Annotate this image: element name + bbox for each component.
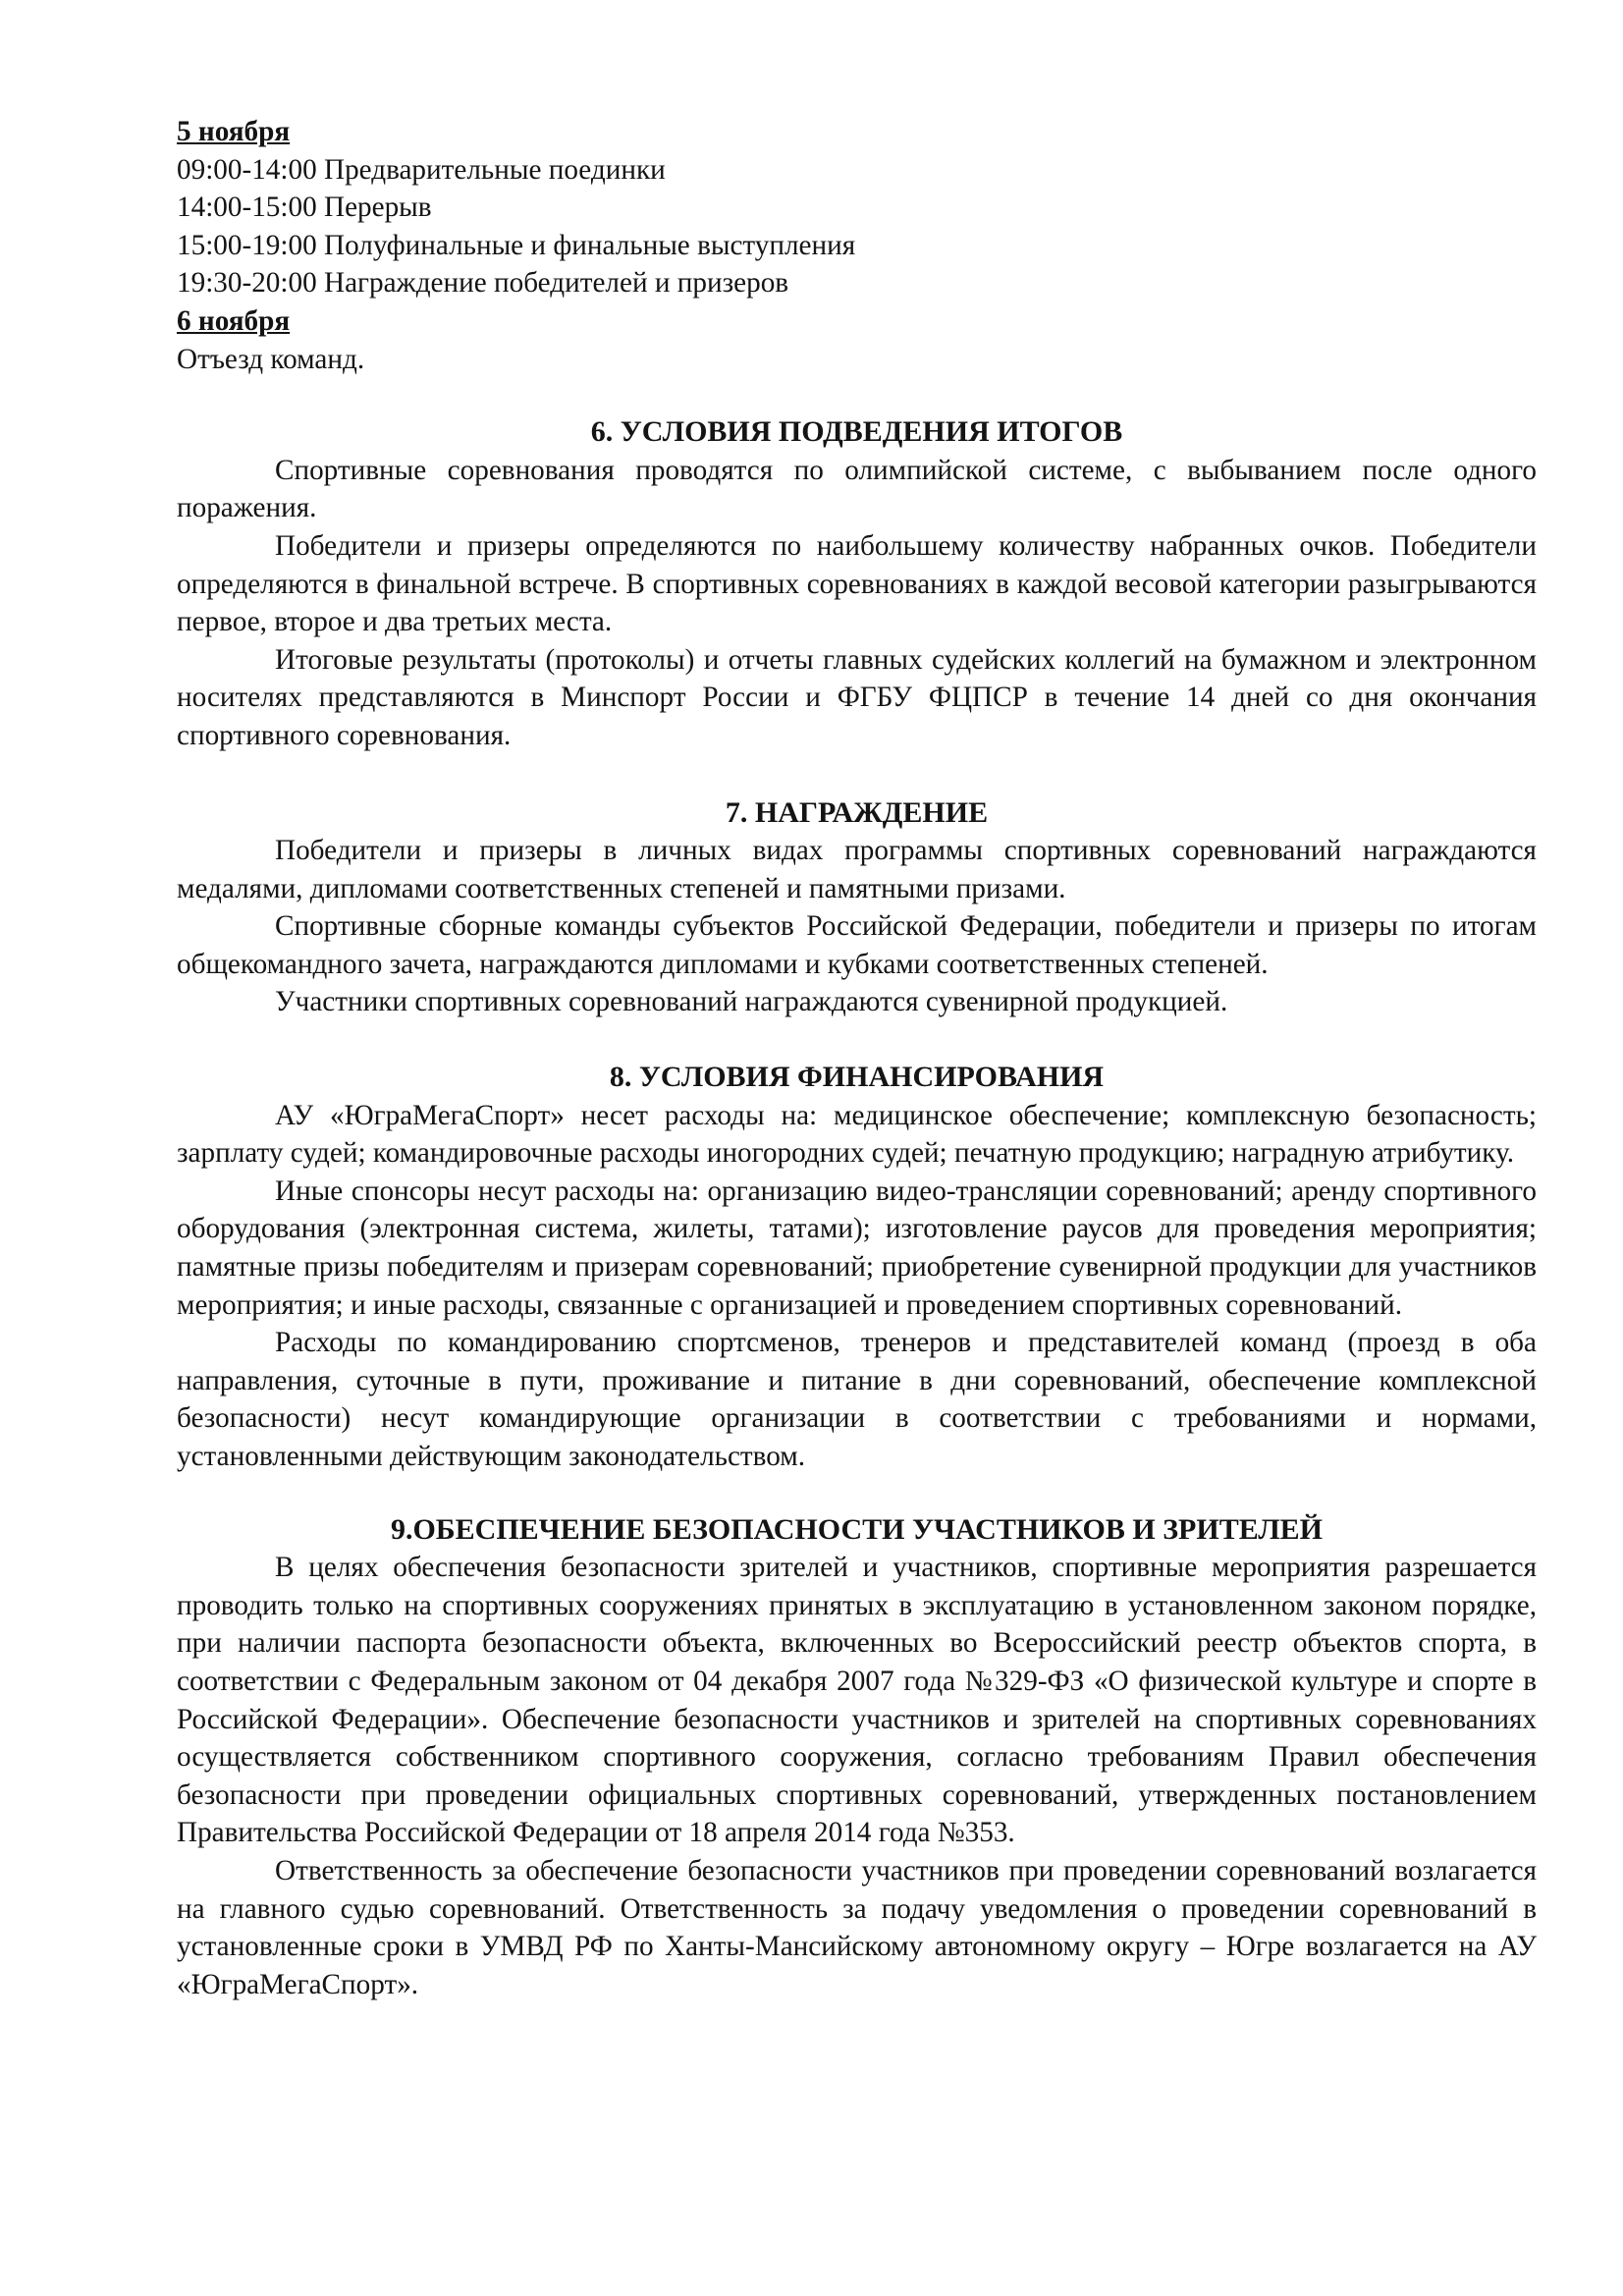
paragraph: Итоговые результаты (протоколы) и отчеты главных судейских коллегий на бумажном и электронном носителях представляются в Минспорт России и ФГБУ ФЦПСР в течение 14 дней со дня окончания спортивного соревнования. <box>177 643 1537 751</box>
schedule-item: 14:00-15:00 Перерыв <box>177 191 432 224</box>
paragraph: Расходы по командированию спортсменов, тренеров и представителей команд (проезд в оба направления, суточные в пути, проживание и питание в дни соревнований, обеспечение комплексной безопасности) несут командирующие организации в соответствии с требованиями и нормами, установленными действующим законодательством. <box>177 1327 1537 1472</box>
section-safety <box>177 1511 1537 2004</box>
paragraph: Победители и призеры в личных видах программы спортивных соревнований награждаются медалями, дипломами соответственных степеней и памятными призами. <box>177 835 1537 904</box>
section-financing <box>177 1059 1537 1476</box>
schedule-item: 09:00-14:00 Предварительные поединки <box>177 153 666 186</box>
schedule-item: 15:00-19:00 Полуфинальные и финальные выступления <box>177 229 856 261</box>
schedule-day-heading: 5 ноября <box>177 116 291 147</box>
paragraph: Победители и призеры определяются по наибольшему количеству набранных очков. Победители определяются в финальной встрече. В спортивных соревнованиях в каждой весовой категории разыгрываются первое, второе и два третьих места. <box>177 529 1537 638</box>
paragraph: Спортивные соревнования проводятся по олимпийской системе, с выбыванием после одного поражения. <box>177 454 1537 524</box>
paragraph: В целях обеспечения безопасности зрителей и участников, спортивные мероприятия разрешается проводить только на спортивных сооружениях принятых в эксплуатацию в установленном законом порядке, при наличии паспорта безопасности объекта, включенных во Всероссийский реестр объектов спорта, в соответствии с Федеральным законом от 04 декабря 2007 года №329-ФЗ «О физической культуре и спорте в Российской Федерации». Обеспечение безопасности участников и зрителей на спортивных соревнованиях осуществляется собственником спортивного сооружения, согласно требованиям Правил обеспечения безопасности при проведении официальных спортивных соревнований, утвержденных постановлением Правительства Российской Федерации от 18 апреля 2014 года №353. <box>177 1552 1537 1849</box>
paragraph: Спортивные сборные команды субъектов Российской Федерации, победители и призеры по итогам общекомандного зачета, награждаются дипломами и кубками соответственных степеней. <box>177 910 1537 980</box>
paragraph: Иные спонсоры несут расходы на: организацию видео-трансляции соревнований; аренду спортивного оборудования (электронная система, жилеты, татами); изготовление раусов для проведения мероприятия; памятные призы победителям и призерам соревнований; приобретение сувенирной продукции для участников мероприятия; и иные расходы, связанные с организацией и проведением спортивных соревнований. <box>177 1175 1537 1321</box>
document-page <box>177 113 1537 2003</box>
section-title: 9.ОБЕСПЕЧЕНИЕ БЕЗОПАСНОСТИ УЧАСТНИКОВ И ЗРИТЕЛЕЙ <box>390 1512 1324 1546</box>
schedule-day-heading: 6 ноября <box>177 304 291 337</box>
paragraph: Ответственность за обеспечение безопасности участников при проведении соревнований возлагается на главного судью соревнований. Ответственность за подачу уведомления о проведении соревнований в установленные сроки в УМВД РФ по Ханты-Мансийскому автономному округу – Югре возлагается на АУ «ЮграМегаСпорт». <box>177 1854 1537 2000</box>
section-results <box>177 413 1537 754</box>
schedule <box>177 113 1537 378</box>
section-title: 7. НАГРАЖДЕНИЕ <box>725 795 989 829</box>
schedule-item: 19:30-20:00 Награждение победителей и призеров <box>177 267 789 300</box>
section-awards <box>177 794 1537 1022</box>
schedule-item: Отъезд команд. <box>177 343 365 375</box>
paragraph: Участники спортивных соревнований награждаются сувенирной продукцией. <box>275 986 1228 1018</box>
paragraph: АУ «ЮграМегаСпорт» несет расходы на: медицинское обеспечение; комплексную безопасность; зарплату судей; командировочные расходы иногородних судей; печатную продукцию; наградную атрибутику. <box>177 1099 1537 1170</box>
section-title: 8. УСЛОВИЯ ФИНАНСИРОВАНИЯ <box>609 1061 1105 1094</box>
section-title: 6. УСЛОВИЯ ПОДВЕДЕНИЯ ИТОГОВ <box>590 415 1123 449</box>
